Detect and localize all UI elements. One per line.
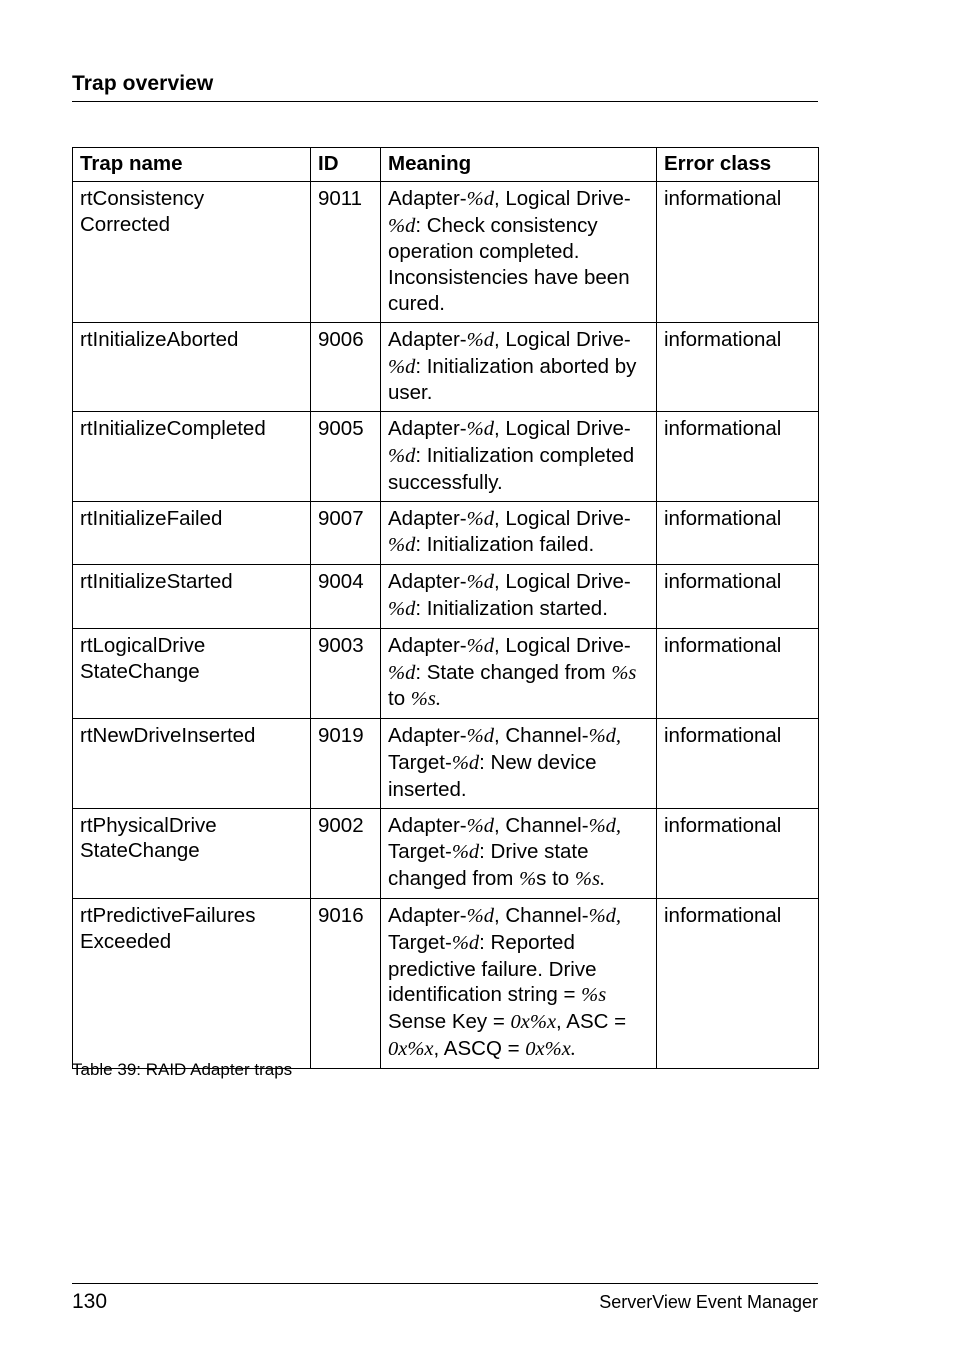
format-variable: % [519,868,537,891]
format-variable: %d [388,355,416,378]
table-row [73,181,819,322]
table-body [73,181,819,1068]
table-row [73,719,819,808]
meaning-text: Adapter- [388,633,467,657]
meaning-text: : Drive state changed from [388,840,589,891]
format-variable: %d [451,931,480,954]
meaning-text: : Initialization aborted by user. [388,354,637,405]
meaning-text: Adapter- [388,327,467,351]
error-class-cell: informational [657,322,819,411]
meaning-text: , Logical Drive- [493,633,631,657]
format-variable: %d [466,418,494,441]
format-variable: %d, [588,725,622,748]
format-variable: %d [466,571,494,594]
table-row [73,808,819,898]
trap-meaning-cell [381,719,657,808]
format-variable: %d [466,328,494,351]
meaning-text: , Logical Drive- [493,327,631,351]
error-class-cell: informational [657,719,819,808]
meaning-text: : Initialization completed successfully. [388,443,635,494]
section-header-title: Trap overview [72,72,214,95]
format-variable: %d [388,661,416,684]
meaning-text: , Channel- [493,813,589,837]
meaning-text: : New device inserted. [388,750,597,801]
table-row [73,898,819,1068]
trap-name-cell: rtLogicalDrive StateChange [73,628,311,718]
format-variable: %d [388,597,416,620]
column-header-error-class: Error class [657,148,819,182]
meaning-text: Adapter- [388,186,467,210]
trap-id-cell: 9007 [311,501,381,565]
format-variable: %d [388,214,416,237]
meaning-text: Target- [388,930,452,954]
column-header-id: ID [311,148,381,182]
trap-meaning-cell [381,322,657,411]
meaning-text: , ASCQ = [433,1036,526,1060]
meaning-text: Sense Key = [388,1010,505,1034]
meaning-text: Adapter- [388,570,467,594]
trap-id-cell: 9019 [311,719,381,808]
meaning-text: , Logical Drive- [493,506,631,530]
error-class-cell: informational [657,898,819,1068]
table-row [73,628,819,718]
format-variable: %d, [588,814,622,837]
error-class-cell: informational [657,181,819,322]
trap-id-cell: 9002 [311,808,381,898]
error-class-cell: informational [657,501,819,565]
column-header-trap-name: Trap name [73,148,311,182]
trap-name-cell: rtInitializeStarted [73,565,311,629]
format-variable: %d [466,725,494,748]
trap-meaning-cell [381,898,657,1068]
format-variable: %d [466,814,494,837]
error-class-cell: informational [657,565,819,629]
format-variable: 0x%x [388,1037,434,1060]
trap-name-cell: rtPredictiveFailures Exceeded [73,898,311,1068]
meaning-text: , Logical Drive- [493,186,631,210]
error-class-cell: informational [657,412,819,501]
meaning-text: Adapter- [388,506,467,530]
format-variable: %d [388,444,416,467]
trap-name-cell: rtPhysicalDrive StateChange [73,808,311,898]
error-class-cell: informational [657,628,819,718]
trap-name-cell: rtConsistency Corrected [73,181,311,322]
header-divider [72,101,818,102]
column-header-meaning: Meaning [381,148,657,182]
meaning-text: , Logical Drive- [493,570,631,594]
format-variable: 0x%x [510,1011,557,1034]
table-caption: Table 39: RAID Adapter traps [72,1060,293,1079]
trap-name-cell: rtInitializeCompleted [73,412,311,501]
raid-adapter-traps-table [72,147,819,1069]
footer-product-name: ServerView Event Manager [599,1292,818,1312]
trap-name-cell: rtNewDriveInserted [73,719,311,808]
trap-name-cell: rtInitializeAborted [73,322,311,411]
trap-meaning-cell [381,501,657,565]
format-variable: 0x%x. [525,1037,576,1060]
table-row [73,412,819,501]
format-variable: %s. [574,868,606,891]
trap-meaning-cell [381,628,657,718]
meaning-text: Adapter- [388,724,467,748]
meaning-text: : Check consistency operation completed. Inconsistencies have been cured. [388,213,630,315]
trap-meaning-cell [381,412,657,501]
table-row [73,565,819,629]
trap-name-cell: rtInitializeFailed [73,501,311,565]
meaning-text: s to [536,867,575,891]
format-variable: %s [611,661,637,684]
trap-meaning-cell [381,565,657,629]
table-header-row [73,148,819,182]
meaning-text: Adapter- [388,813,467,837]
meaning-text: , ASC = [556,1010,627,1034]
meaning-text: , Channel- [493,903,589,927]
trap-id-cell: 9016 [311,898,381,1068]
meaning-text: : Initialization started. [415,596,608,620]
meaning-text: Adapter- [388,417,467,441]
table-row [73,322,819,411]
meaning-text: , Channel- [493,724,589,748]
format-variable: %d [451,841,480,864]
format-variable: %d [466,904,494,927]
format-variable: %s [581,984,607,1007]
trap-id-cell: 9004 [311,565,381,629]
meaning-text: Target- [388,750,452,774]
meaning-text: : Initialization failed. [415,533,595,557]
format-variable: %s. [410,688,441,711]
meaning-text: Adapter- [388,903,467,927]
format-variable: %d [451,751,480,774]
trap-id-cell: 9003 [311,628,381,718]
table-row [73,501,819,565]
trap-id-cell: 9005 [311,412,381,501]
trap-meaning-cell [381,181,657,322]
error-class-cell: informational [657,808,819,898]
meaning-text: : State changed from [415,660,612,684]
footer-divider [72,1283,818,1284]
format-variable: %d [466,187,494,210]
meaning-text: , Logical Drive- [493,417,631,441]
meaning-text: Target- [388,840,452,864]
format-variable: %d [466,507,494,530]
meaning-text: to [388,687,406,711]
format-variable: %d [388,534,416,557]
trap-id-cell: 9011 [311,181,381,322]
page-number: 130 [72,1290,108,1313]
format-variable: %d, [588,904,622,927]
format-variable: %d [466,634,494,657]
meaning-text: : Reported predictive failure. Drive identification string = [388,930,597,1007]
trap-id-cell: 9006 [311,322,381,411]
trap-meaning-cell [381,808,657,898]
